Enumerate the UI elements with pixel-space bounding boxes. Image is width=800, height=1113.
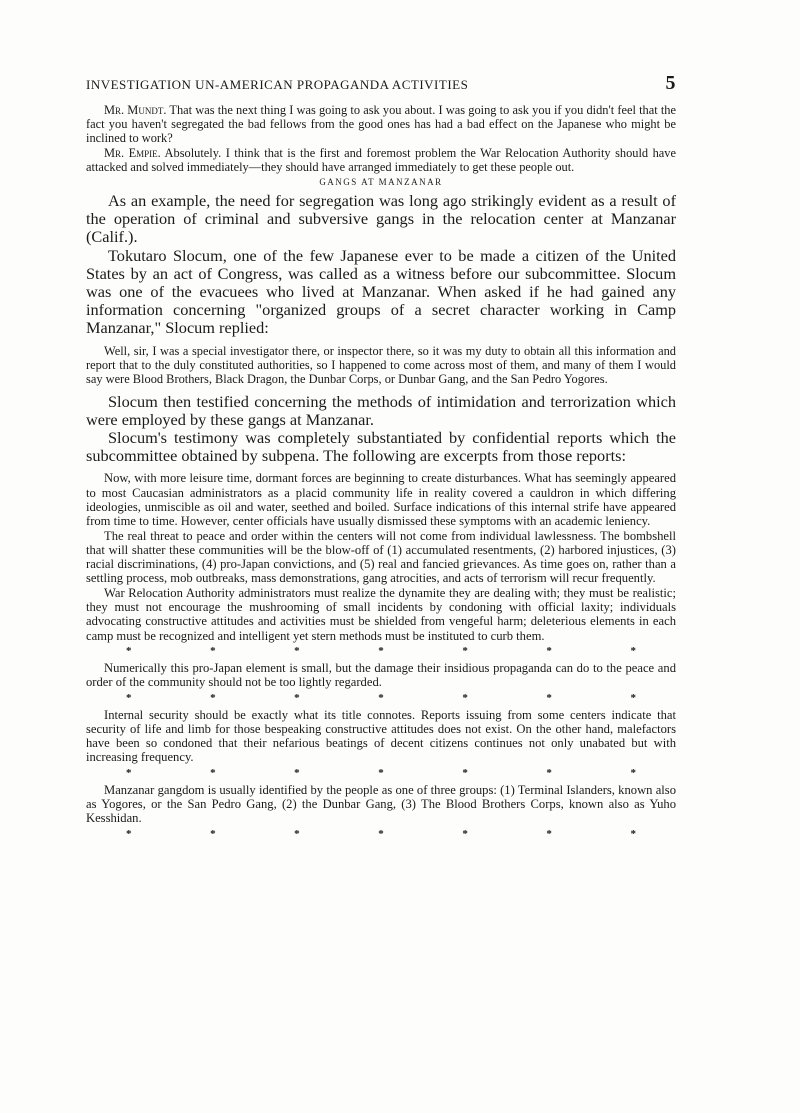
star: * — [210, 766, 216, 779]
star: * — [294, 766, 300, 779]
quote-paragraph: Well, sir, I was a special investigator there, or inspector there, so it was my duty to obtain all this information and report that to the duly constituted authorities, so I happened to come across most of them, and many of them I would say were Blood Brothers, Black Dragon, the Dunbar Corps, or Dunbar Gang, and the San Pedro Yogores. — [86, 343, 676, 387]
star: * — [462, 766, 468, 779]
document-page — [86, 72, 676, 850]
star: * — [378, 644, 384, 657]
ellipsis-stars — [86, 765, 676, 783]
star: * — [630, 766, 636, 779]
star: * — [126, 644, 132, 657]
star: * — [294, 644, 300, 657]
body-paragraph: Slocum then testified concerning the methods of intimidation and terrorization which were employed by these gangs at Manzanar. — [86, 391, 676, 429]
star: * — [462, 691, 468, 704]
testimony-paragraph — [86, 146, 676, 174]
star: * — [294, 827, 300, 840]
star: * — [126, 691, 132, 704]
body-section-1 — [86, 192, 676, 338]
star: * — [630, 644, 636, 657]
report-paragraph: Numerically this pro-Japan element is small, but the damage their insidious propaganda can do to the peace and order of the community should not be too lightly regarded. — [86, 660, 676, 690]
testimony-text: Absolutely. I think that is the first and foremost problem the War Relocation Authority should have attacked and solved immediately—they should have arranged immediately to get these people out. — [86, 145, 676, 174]
report-paragraph: The real threat to peace and order within the centers will not come from individual lawlessness. The bombshell that will shatter these communities will be the blow-off of (1) accumulated resentments, (2) harbored injustices, (3) racial discriminations, (4) pro-Japan convictions, and (5) real and fancied grievances. As time goes on, rather than a settling process, mob outbreaks, mass demonstrations, gang atrocities, and acts of terrorism will recur frequently. — [86, 528, 676, 586]
testimony-exchange — [86, 103, 676, 174]
report-paragraph: Manzanar gangdom is usually identified by the people as one of three groups: (1) Terminal Islanders, known also as Yogores, or the San Pedro Gang, (2) the Dunbar Gang, (3) The Blood Brothers Corps, known also as Yuho Kesshidan. — [86, 782, 676, 826]
report-paragraph: Now, with more leisure time, dormant forces are beginning to create disturbances. What has seemingly appeared to most Caucasian administrators as a placid community life in reality covered a cauldron in which differing ideologies, unmiscible as oil and water, seethed and boiled. Surface indications of this internal strife have appeared from time to time. However, center officials have usually dismissed these symptoms with an academic leniency. — [86, 471, 676, 529]
star: * — [546, 691, 552, 704]
star: * — [210, 644, 216, 657]
star: * — [546, 827, 552, 840]
star: * — [462, 827, 468, 840]
page-number: 5 — [665, 72, 676, 94]
ellipsis-stars — [86, 690, 676, 708]
star: * — [378, 827, 384, 840]
ellipsis-stars — [86, 826, 676, 844]
star: * — [630, 827, 636, 840]
speaker-name: Mr. Mundt. — [104, 103, 167, 117]
star: * — [378, 691, 384, 704]
star: * — [210, 827, 216, 840]
star: * — [546, 644, 552, 657]
star: * — [630, 691, 636, 704]
star: * — [378, 766, 384, 779]
ellipsis-stars — [86, 643, 676, 661]
running-header — [86, 72, 676, 95]
body-paragraph: Tokutaro Slocum, one of the few Japanese ever to be made a citizen of the United States by an act of Congress, was called as a witness before our subcommittee. Slocum was one of the evacuees who lived at Manzanar. When asked if he had gained any information concerning "organized groups of a secret character working in Camp Manzanar," Slocum replied: — [86, 245, 676, 338]
testimony-text: That was the next thing I was going to ask you about. I was going to ask you if you didn't feel that the fact you haven't segregated the bad fellows from the good ones has had a bad effect on the Japanese who might be inclined to work? — [86, 103, 677, 146]
star: * — [126, 766, 132, 779]
speaker-name: Mr. Empie. — [104, 145, 161, 160]
testimony-paragraph — [86, 103, 676, 146]
star: * — [294, 691, 300, 704]
star: * — [210, 691, 216, 704]
report-excerpts — [86, 471, 676, 843]
report-paragraph: War Relocation Authority administrators must realize the dynamite they are dealing with; they must be realistic; they must not encourage the mushrooming of small incidents by condoning with official laxity; individuals advocating constructive attitudes and activities must be shielded from vengeful harm; deleterious elements in each camp must be recognized and intelligent yet stern methods must be instituted to curb them. — [86, 585, 676, 643]
body-paragraph: Slocum's testimony was completely substantiated by confidential reports which the subcommittee obtained by subpena. The following are excerpts from those reports: — [86, 427, 676, 466]
body-section-2 — [86, 393, 676, 466]
star: * — [126, 827, 132, 840]
witness-quote — [86, 344, 676, 387]
star: * — [546, 766, 552, 779]
section-heading: GANGS AT MANZANAR — [319, 177, 443, 188]
body-paragraph: As an example, the need for segregation was long ago strikingly evident as a result of the operation of criminal and subversive gangs in the relocation center at Manzanar (Calif.). — [86, 191, 676, 247]
star: * — [462, 644, 468, 657]
report-paragraph: Internal security should be exactly what its title connotes. Reports issuing from some centers indicate that security of life and limb for those bespeaking constructive attitudes does not exist. On the other hand, malefactors have been so condoned that their nefarious beatings of decent citizens continues not only unabated but with increasing frequency. — [86, 707, 676, 765]
running-title: INVESTIGATION UN-AMERICAN PROPAGANDA ACTIVITIES — [86, 77, 469, 92]
